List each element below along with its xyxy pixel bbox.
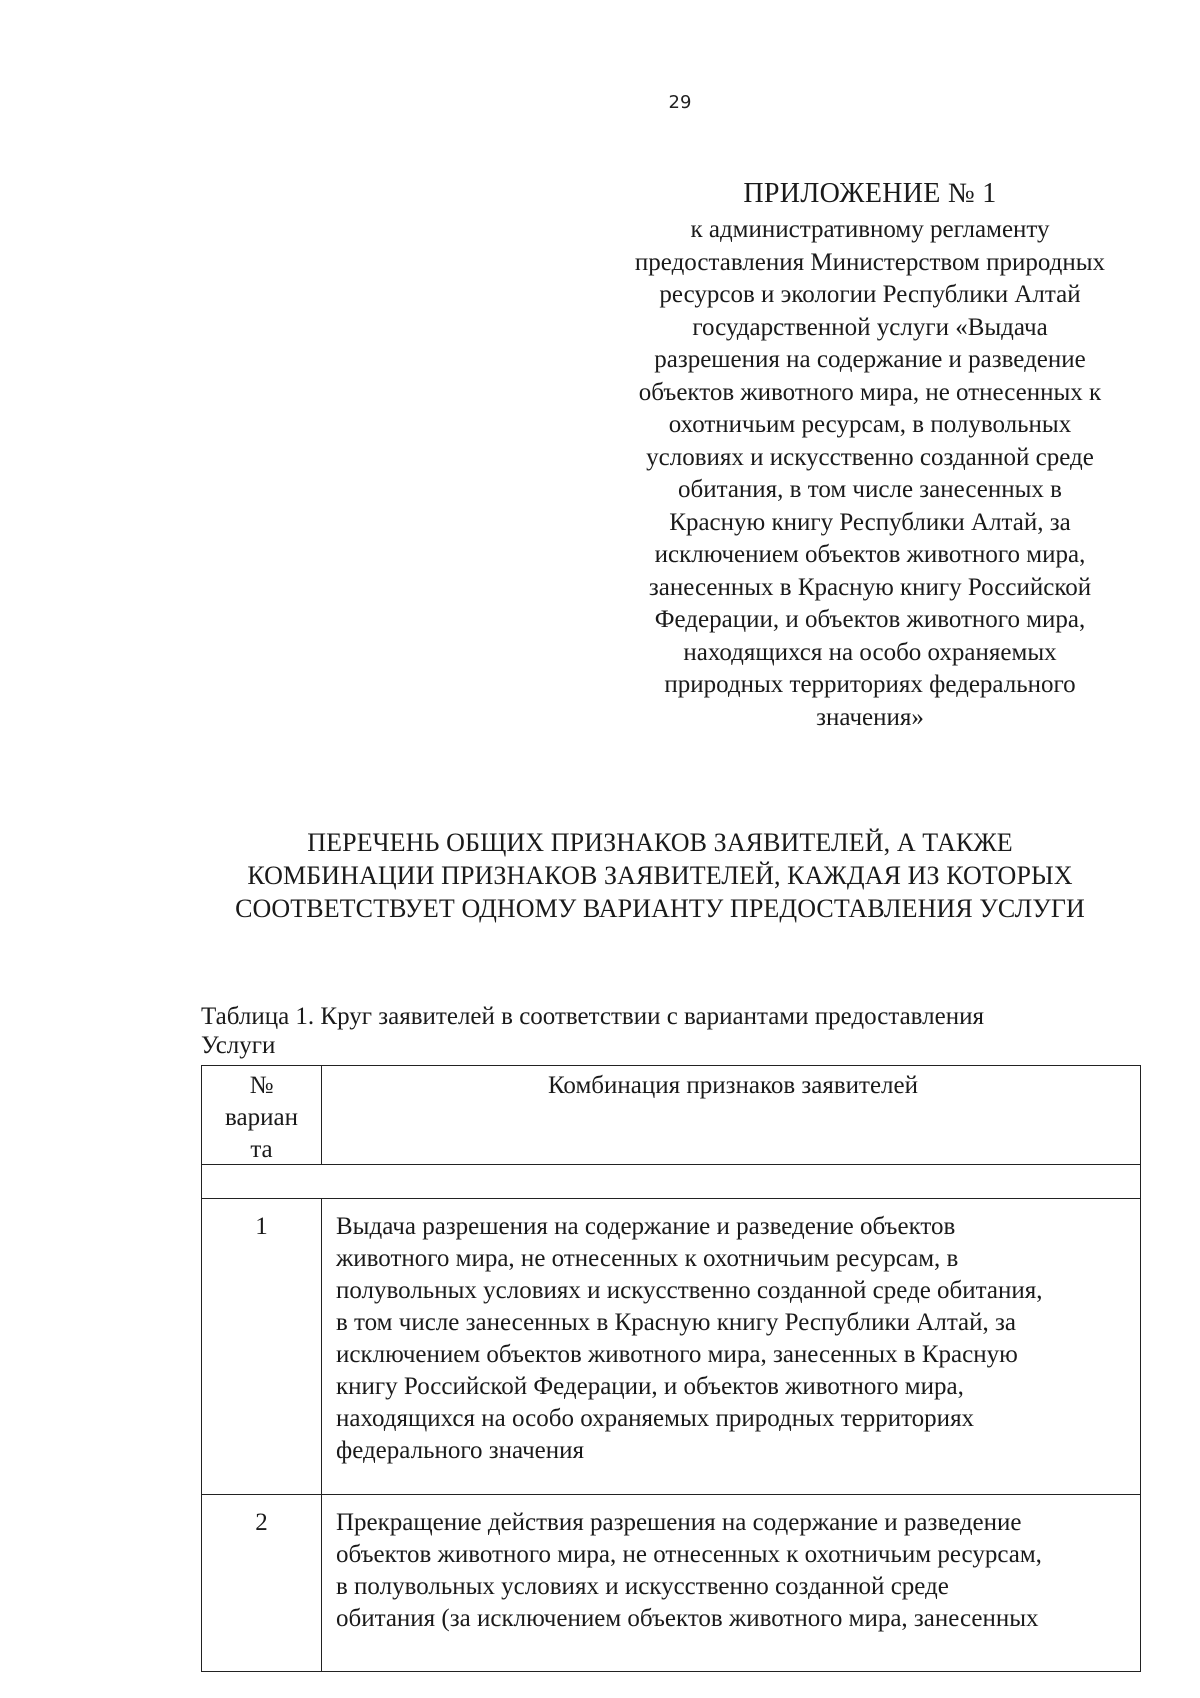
applicants-table (201, 1065, 1141, 1672)
description-line: объектов животного мира, не отнесенных к охотничьим ресурсам, (336, 1541, 1042, 1568)
appendix-block (600, 174, 1140, 734)
description-line: Выдача разрешения на содержание и разведение объектов (336, 1213, 956, 1240)
description-line: исключением объектов животного мира, занесенных в Красную (336, 1341, 1018, 1368)
appendix-line: ресурсов и экологии Республики Алтай (659, 281, 1081, 308)
caption-line: Таблица 1. Круг заявителей в соответствии с вариантами предоставления (201, 1003, 984, 1030)
header-number-line: № (249, 1072, 274, 1099)
description-line: книгу Российской Федерации, и объектов животного мира, (336, 1373, 964, 1400)
description-line: в том числе занесенных в Красную книгу Республики Алтай, за (336, 1309, 1016, 1336)
appendix-title: ПРИЛОЖЕНИЕ № 1 (743, 178, 997, 209)
table-row (202, 1495, 1140, 1671)
table-row (202, 1199, 1140, 1495)
appendix-line: значения» (816, 703, 924, 731)
appendix-line: предоставления Министерством природных (634, 248, 1106, 276)
page-number: 29 (668, 92, 692, 113)
header-number-line: та (250, 1136, 273, 1163)
caption-line: Услуги (201, 1032, 276, 1059)
header-number-line: вариан (225, 1104, 298, 1131)
variant-number: 2 (202, 1495, 322, 1671)
appendix-line: природных территориях федерального (664, 671, 1076, 698)
description-line: федерального значения (336, 1437, 585, 1464)
appendix-line: Красную книгу Республики Алтай, за (669, 508, 1071, 536)
table-caption (201, 1002, 1161, 1060)
appendix-line: условиях и искусственно созданной среде (646, 443, 1094, 471)
description-line: животного мира, не отнесенных к охотничьим ресурсам, в (336, 1245, 959, 1272)
variant-number: 1 (202, 1199, 322, 1494)
description-line: Прекращение действия разрешения на содержание и разведение (336, 1509, 1022, 1536)
description-line: обитания (за исключением объектов животного мира, занесенных (336, 1605, 1039, 1632)
appendix-line: разрешения на содержание и разведение (654, 346, 1086, 373)
header-number-cell (202, 1066, 322, 1164)
appendix-line: находящихся на особо охраняемых (683, 638, 1057, 666)
table-empty-row (202, 1165, 1140, 1199)
appendix-line: охотничьим ресурсам, в полувольных (668, 411, 1072, 438)
description-line: полувольных условиях и искусственно созданной среде обитания, (336, 1277, 1043, 1304)
appendix-line: исключением объектов животного мира, (654, 541, 1086, 568)
appendix-line: государственной услуги «Выдача (692, 313, 1048, 341)
appendix-line: объектов животного мира, не отнесенных к (638, 378, 1102, 406)
description-line: находящихся на особо охраняемых природных территориях (336, 1405, 975, 1432)
description-line: в полувольных условиях и искусственно созданной среде (336, 1573, 949, 1600)
header-combination-label: Комбинация признаков заявителей (547, 1072, 919, 1099)
main-heading (180, 826, 1140, 925)
variant-description (322, 1495, 1140, 1671)
appendix-line: занесенных в Красную книгу Российской (648, 573, 1092, 601)
appendix-line: обитания, в том числе занесенных в (678, 476, 1062, 503)
heading-line: СООТВЕТСТВУЕТ ОДНОМУ ВАРИАНТУ ПРЕДОСТАВЛЕНИЯ УСЛУГИ (235, 894, 1085, 923)
heading-line: КОМБИНАЦИИ ПРИЗНАКОВ ЗАЯВИТЕЛЕЙ, КАЖДАЯ ИЗ КОТОРЫХ (247, 861, 1073, 890)
header-combination-cell (322, 1066, 1140, 1164)
variant-description (322, 1199, 1140, 1494)
appendix-line: к административному регламенту (690, 216, 1050, 243)
table-header-row (202, 1066, 1140, 1165)
appendix-line: Федерации, и объектов животного мира, (654, 606, 1086, 633)
heading-line: ПЕРЕЧЕНЬ ОБЩИХ ПРИЗНАКОВ ЗАЯВИТЕЛЕЙ, А ТАКЖЕ (307, 828, 1013, 857)
empty-cell (202, 1165, 1140, 1198)
